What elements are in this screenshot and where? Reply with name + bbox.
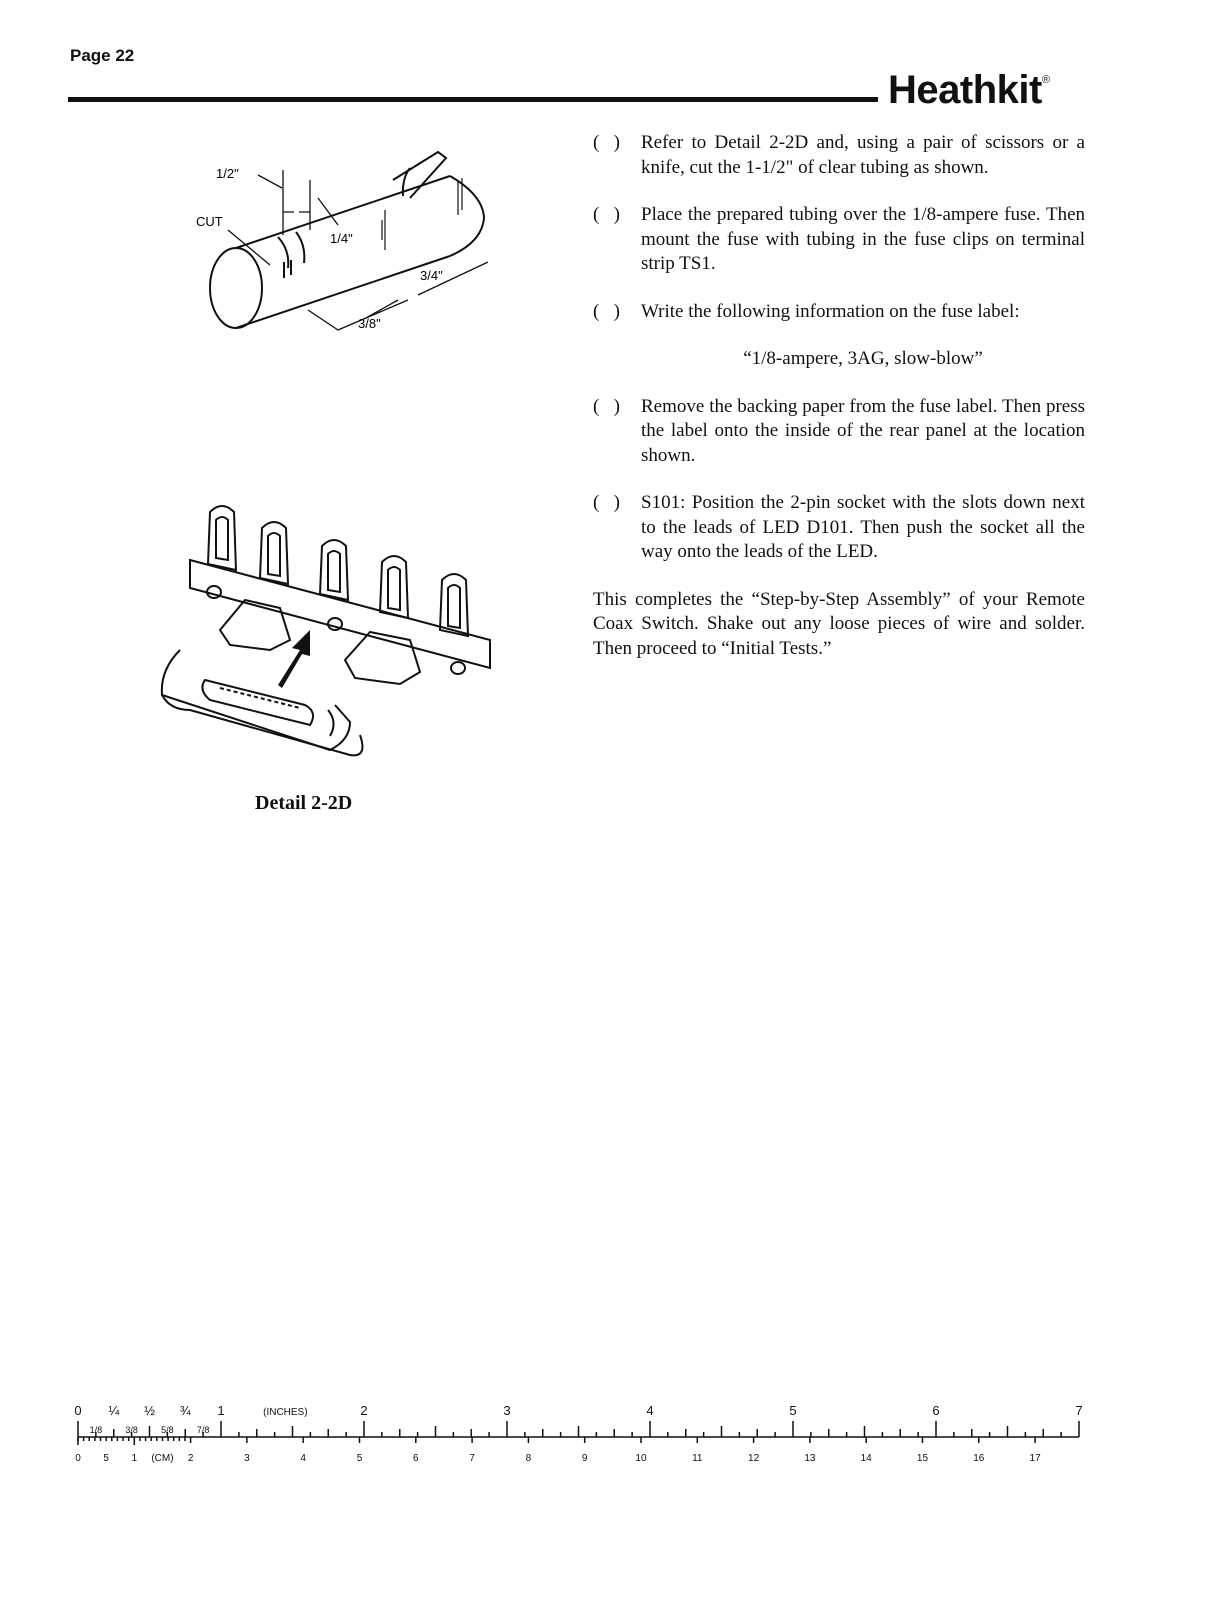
step-item	[593, 300, 1085, 325]
figure-caption: Detail 2-2D	[255, 792, 353, 814]
ruler-label: 0	[75, 1453, 81, 1464]
ruler-label: 5	[789, 1403, 797, 1418]
ruler-label: ¼	[108, 1403, 120, 1418]
ruler-label: ½	[144, 1403, 155, 1418]
step-checkbox[interactable]: ( )	[593, 492, 620, 513]
fuse-label-text: “1/8-ampere, 3AG, slow-blow”	[743, 348, 983, 369]
step-checkbox[interactable]: ( )	[593, 204, 620, 225]
ruler-label: 3	[503, 1403, 511, 1418]
ruler-label: 10	[635, 1453, 647, 1464]
ruler-label: 16	[973, 1453, 985, 1464]
step-item	[593, 395, 1085, 469]
dim-label-three-eighth: 3/8"	[358, 316, 381, 331]
ruler-label: 0	[74, 1403, 82, 1418]
tubing-cut-diagram	[188, 140, 528, 360]
ruler-label: 1	[217, 1403, 225, 1418]
ruler-label: 13	[804, 1453, 816, 1464]
measurement-ruler	[60, 1395, 1100, 1475]
step-text: Refer to Detail 2-2D and, using a pair of scissors or a knife, cut the 1-1/2" of clear tubing as shown.	[641, 132, 1085, 178]
ruler-label: (INCHES)	[263, 1407, 308, 1418]
ruler-label: 3/8	[125, 1425, 138, 1435]
ruler-label: 1	[131, 1453, 138, 1464]
ruler-label: 2	[360, 1403, 368, 1418]
ruler-label: 5	[103, 1453, 109, 1464]
ruler-label: 6	[932, 1403, 940, 1418]
terminal-strip-diagram	[150, 500, 510, 785]
cut-label: CUT	[196, 214, 223, 229]
instruction-column	[593, 131, 1085, 661]
ruler-label: 9	[581, 1453, 588, 1464]
brand-logo: Heathkit®	[888, 68, 1050, 112]
ruler-label: 7/8	[196, 1425, 210, 1435]
dim-label-half: 1/2"	[216, 166, 239, 181]
insert-arrow-icon	[278, 630, 310, 688]
ruler-label: 7	[469, 1453, 475, 1464]
step-text: Remove the backing paper from the fuse label. Then press the label onto the inside of the rear panel at the location shown.	[641, 395, 1085, 466]
ruler-label: 17	[1029, 1453, 1041, 1464]
step-checkbox[interactable]: ( )	[593, 395, 620, 417]
dim-label-quarter: 1/4"	[330, 231, 353, 246]
closing-paragraph: This completes the “Step-by-Step Assembly” of your Remote Coax Switch. Shake out any loose pieces of wire and solder. Then proceed to “Initial Tests.”	[593, 588, 1085, 659]
ruler-label: (CM)	[151, 1453, 174, 1464]
dim-label-three-quarter: 3/4"	[420, 268, 443, 283]
ruler-label: 12	[748, 1453, 760, 1464]
ruler-label: 7	[1075, 1403, 1083, 1418]
step-text: S101: Position the 2-pin socket with the slots down next to the leads of LED D101. Then push the socket all the way onto the leads of the LED.	[641, 492, 1085, 562]
ruler-label: 11	[692, 1453, 703, 1464]
step-checkbox[interactable]: ( )	[593, 300, 620, 322]
ruler-label: 5	[356, 1453, 363, 1464]
step-text: Write the following information on the fuse label:	[641, 300, 1020, 322]
ruler-label: 14	[860, 1453, 872, 1464]
step-text: Place the prepared tubing over the 1/8-ampere fuse. Then mount the fuse with tubing in the fuse clips on terminal strip TS1.	[641, 204, 1085, 274]
ruler-label: 8	[525, 1453, 532, 1464]
step-item	[593, 131, 1085, 180]
ruler-label: 3	[244, 1453, 250, 1464]
ruler-label: 4	[300, 1453, 306, 1464]
ruler-label: ¾	[179, 1403, 191, 1418]
header-rule	[68, 97, 878, 102]
step-checkbox[interactable]: ( )	[593, 132, 620, 153]
ruler-label: 2	[187, 1453, 194, 1464]
ruler-label: 6	[413, 1453, 419, 1464]
ruler-label: 1/8	[89, 1425, 103, 1435]
ruler-label: 5/8	[161, 1425, 174, 1435]
step-item	[593, 203, 1085, 277]
ruler-label: 15	[916, 1453, 929, 1464]
page-number: Page 22	[70, 46, 135, 65]
ruler-label: 4	[646, 1403, 654, 1418]
step-item	[593, 491, 1085, 565]
